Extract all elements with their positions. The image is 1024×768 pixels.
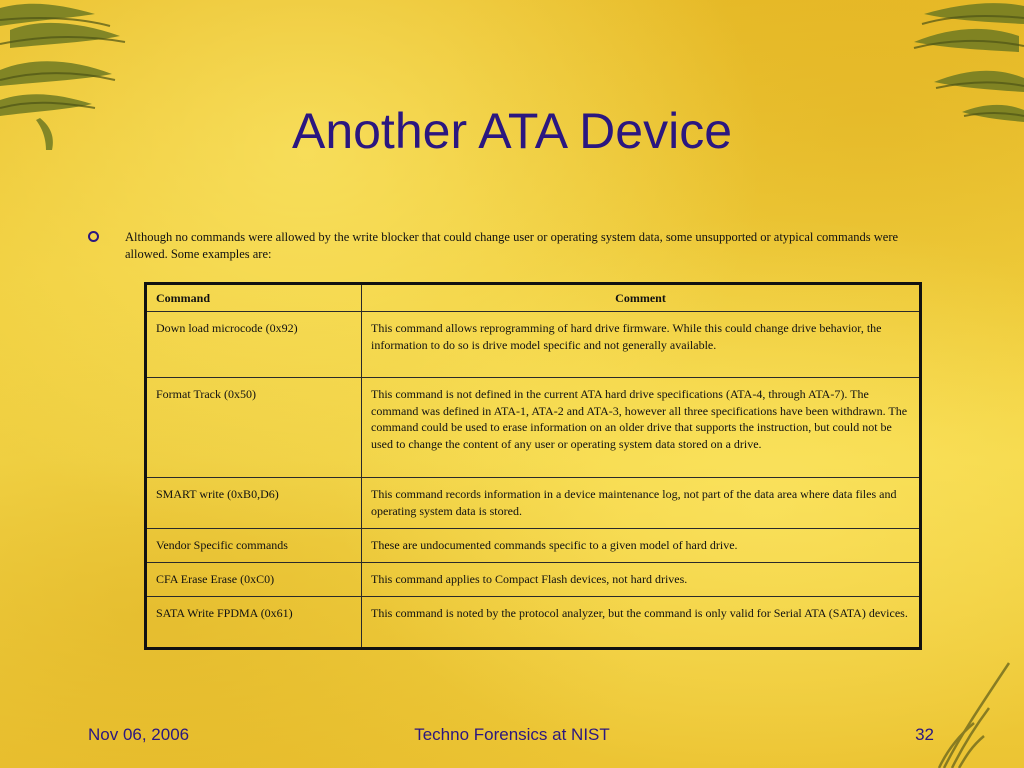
bullet-item	[88, 229, 918, 263]
table-row	[146, 529, 921, 563]
command-cell: SATA Write FPDMA (0x61)	[146, 597, 362, 649]
table-row	[146, 312, 921, 378]
comment-cell: This command is not defined in the current ATA hard drive specifications (ATA-4, through ATA-7). The command was defined in ATA-1, ATA-2 and ATA-3, however all three specifications have been withdrawn. The command could be used to erase information on an older drive that supports the instruction, but could not be used to change the content of any user or operating system data stored on a drive.	[362, 378, 921, 478]
footer-date: Nov 06, 2006	[88, 725, 190, 744]
footer-title: Techno Forensics at NIST	[414, 725, 610, 744]
command-cell: Vendor Specific commands	[146, 529, 362, 563]
table-row	[146, 563, 921, 597]
table-row	[146, 597, 921, 649]
comment-cell: This command applies to Compact Flash devices, not hard drives.	[362, 563, 921, 597]
command-cell: SMART write (0xB0,D6)	[146, 478, 362, 529]
comment-cell: These are undocumented commands specific to a given model of hard drive.	[362, 529, 921, 563]
grass-blades-decoration	[934, 658, 1014, 768]
comment-cell: This command records information in a device maintenance log, not part of the data area where data files and operating system data is stored.	[362, 478, 921, 529]
bullet-text: Although no commands were allowed by the write blocker that could change user or operating system data, some unsupported or atypical commands were allowed. Some examples are:	[125, 230, 899, 261]
footer-page-number: 32	[915, 725, 934, 744]
command-cell: CFA Erase Erase (0xC0)	[146, 563, 362, 597]
commands-table	[144, 282, 922, 650]
slide-title: Another ATA Device	[291, 103, 733, 159]
bullet-ring-icon	[88, 231, 99, 242]
command-cell: Format Track (0x50)	[146, 378, 362, 478]
table-row	[146, 378, 921, 478]
column-header-command: Command	[146, 284, 362, 312]
column-header-comment: Comment	[362, 284, 921, 312]
comment-cell: This command allows reprogramming of hard drive firmware. While this could change drive behavior, the information to do so is drive model specific and not generally available.	[362, 312, 921, 378]
commands-table-container	[144, 282, 922, 650]
table-header-row	[146, 284, 921, 312]
command-cell: Down load microcode (0x92)	[146, 312, 362, 378]
comment-cell: This command is noted by the protocol analyzer, but the command is only valid for Serial ATA (SATA) devices.	[362, 597, 921, 649]
table-row	[146, 478, 921, 529]
